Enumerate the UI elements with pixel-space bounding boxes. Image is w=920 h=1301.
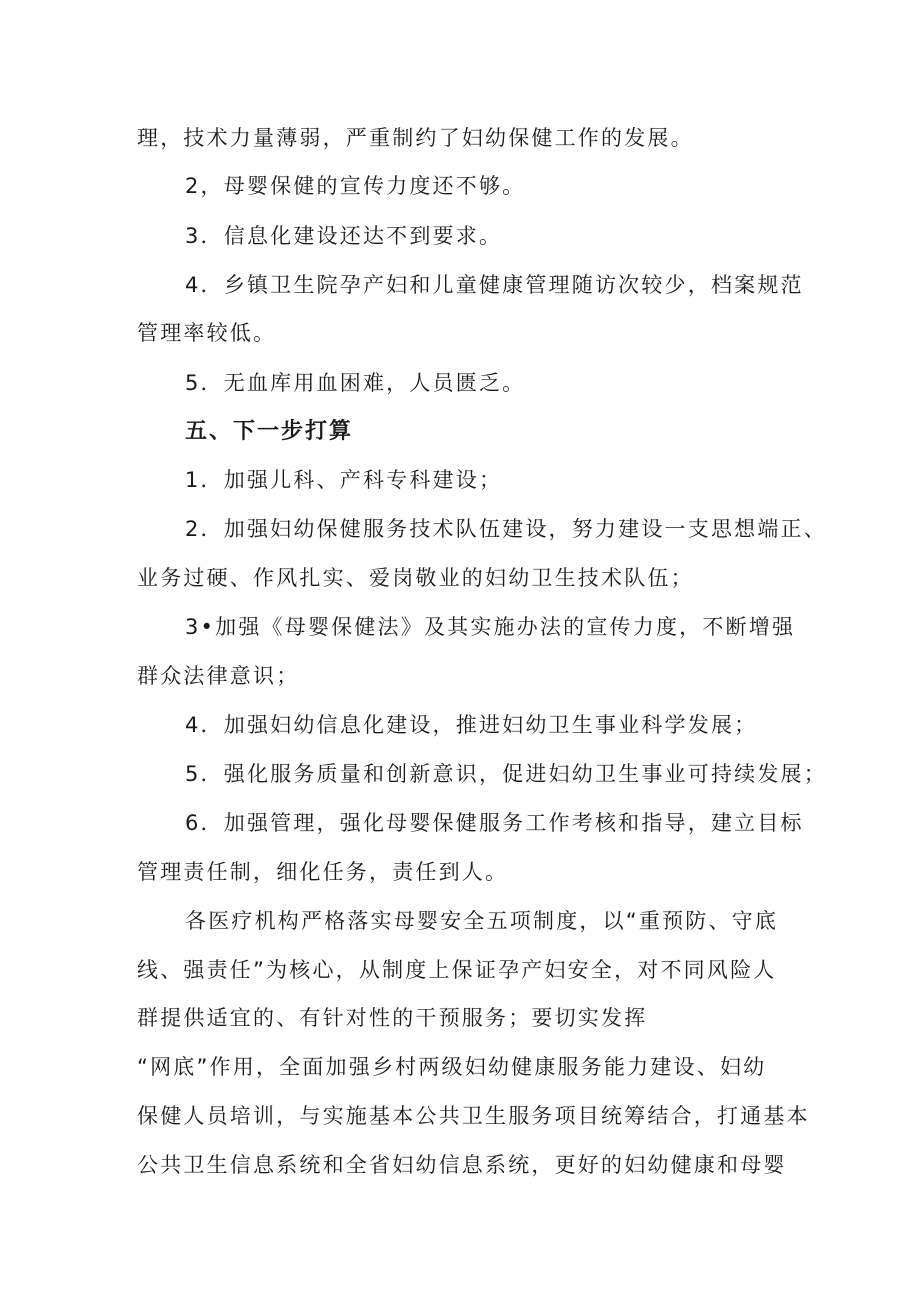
paragraph-line: 各医疗机构严格落实母婴安全五项制度，以“重预防、守底 bbox=[185, 909, 779, 933]
section-heading: 五、下一步打算 bbox=[185, 419, 354, 444]
paragraph-line: “网底”作用，全面加强乡村两级妇幼健康服务能力建设、妇幼 bbox=[137, 1055, 767, 1079]
list-item: 5．强化服务质量和创新意识，促进妇幼卫生事业可持续发展； bbox=[185, 762, 827, 786]
list-item: 3•加强《母婴保健法》及其实施办法的宣传力度，不断增强 bbox=[185, 615, 796, 639]
list-item: 3．信息化建设还达不到要求。 bbox=[185, 224, 503, 248]
paragraph-line: 公共卫生信息系统和全省妇幼信息系统，更好的妇幼健康和母婴 bbox=[137, 1153, 787, 1177]
paragraph-line: 群众法律意识； bbox=[137, 664, 300, 688]
list-item: 2．加强妇幼保健服务技术队伍建设，努力建设一支思想端正、 bbox=[185, 517, 827, 541]
paragraph-line: 线、强责任”为核心，从制度上保证孕产妇安全，对不同风险人 bbox=[137, 958, 777, 982]
list-item: 4．乡镇卫生院孕产妇和儿童健康管理随访次较少，档案规范 bbox=[185, 273, 804, 297]
paragraph-line: 理，技术力量薄弱，严重制约了妇幼保健工作的发展。 bbox=[137, 126, 694, 150]
paragraph-line: 业务过硬、作风扎实、爱岗敬业的妇幼卫生技术队伍； bbox=[137, 566, 694, 590]
list-item: 4．加强妇幼信息化建设，推进妇幼卫生事业科学发展； bbox=[185, 713, 758, 737]
list-item: 2，母婴保健的宣传力度还不够。 bbox=[185, 174, 526, 198]
paragraph-line: 群提供适宜的、有针对性的干预服务；要切实发挥 bbox=[137, 1006, 648, 1030]
list-item: 5．无血库用血困难，人员匮乏。 bbox=[185, 371, 526, 395]
paragraph-line: 管理责任制，细化任务，责任到人。 bbox=[137, 860, 509, 884]
list-item: 6．加强管理，强化母婴保健服务工作考核和指导，建立目标 bbox=[185, 811, 804, 835]
list-item: 1．加强儿科、产科专科建设； bbox=[185, 468, 503, 492]
paragraph-line: 管理率较低。 bbox=[137, 321, 277, 345]
paragraph-line: 保健人员培训，与实施基本公共卫生服务项目统筹结合，打通基本 bbox=[137, 1104, 810, 1128]
